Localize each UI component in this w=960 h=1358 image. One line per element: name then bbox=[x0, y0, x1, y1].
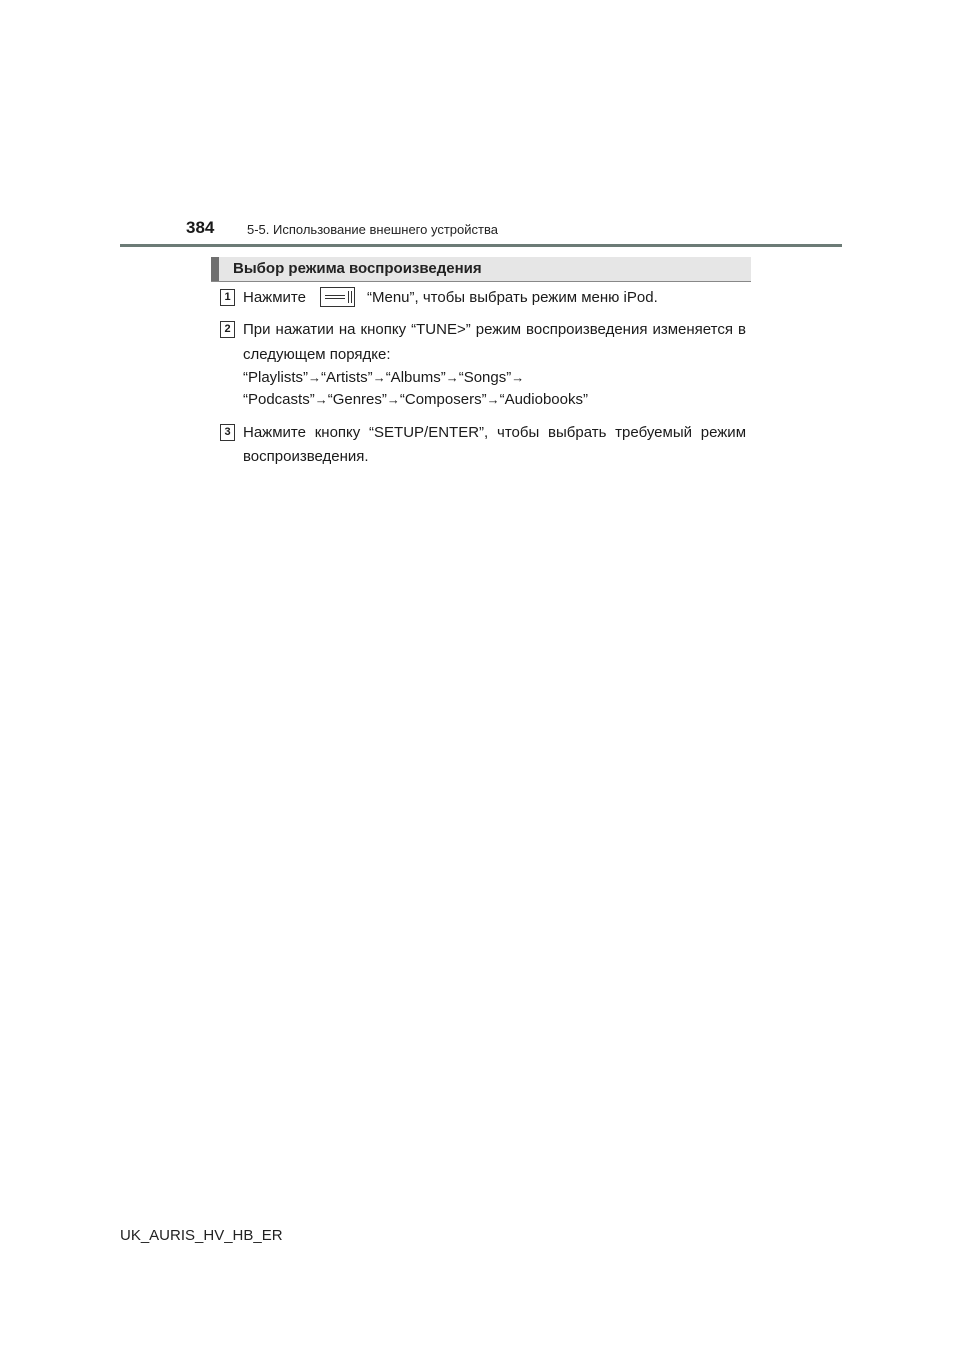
step-3-line-1: Нажмите кнопку “SETUP/ENTER”, чтобы выбрать требуемый режим bbox=[243, 424, 746, 441]
menu-key-icon bbox=[320, 287, 355, 307]
step-2-line-1: При нажатии на кнопку “TUNE>” режим воспроизведения изменяется в bbox=[243, 321, 746, 338]
mode-sequence-line-1 bbox=[243, 369, 524, 386]
mode-albums: “Albums” bbox=[385, 369, 446, 386]
mode-songs: “Songs” bbox=[458, 369, 512, 386]
arrow-icon: → bbox=[308, 370, 322, 385]
arrow-icon: → bbox=[486, 392, 500, 407]
header-rule bbox=[120, 244, 842, 247]
subsection-heading-bar bbox=[211, 257, 751, 281]
step-1-text-after: “Menu”, чтобы выбрать режим меню iPod. bbox=[367, 289, 658, 306]
mode-playlists: “Playlists” bbox=[243, 369, 309, 386]
step-badge-3: 3 bbox=[220, 424, 235, 441]
arrow-icon: → bbox=[386, 392, 400, 407]
document-code: UK_AURIS_HV_HB_ER bbox=[120, 1227, 283, 1244]
mode-audiobooks: “Audiobooks” bbox=[499, 391, 588, 408]
arrow-icon: → bbox=[445, 370, 459, 385]
subsection-heading: Выбор режима воспроизведения bbox=[233, 260, 482, 277]
step-badge-1: 1 bbox=[220, 289, 235, 306]
arrow-icon: → bbox=[372, 370, 386, 385]
mode-composers: “Composers” bbox=[399, 391, 487, 408]
mode-artists: “Artists” bbox=[321, 369, 373, 386]
mode-genres: “Genres” bbox=[327, 391, 387, 408]
section-title: 5-5. Использование внешнего устройства bbox=[247, 222, 498, 237]
mode-sequence-line-2 bbox=[243, 391, 588, 408]
step-1-text-before: Нажмите bbox=[243, 289, 306, 306]
arrow-icon: → bbox=[511, 370, 525, 385]
arrow-icon: → bbox=[314, 392, 328, 407]
step-badge-2: 2 bbox=[220, 321, 235, 338]
page-number: 384 bbox=[186, 218, 215, 237]
mode-podcasts: “Podcasts” bbox=[243, 391, 315, 408]
heading-underline bbox=[211, 281, 751, 282]
step-2-line-2: следующем порядке: bbox=[243, 346, 391, 363]
step-3-line-2: воспроизведения. bbox=[243, 448, 369, 465]
